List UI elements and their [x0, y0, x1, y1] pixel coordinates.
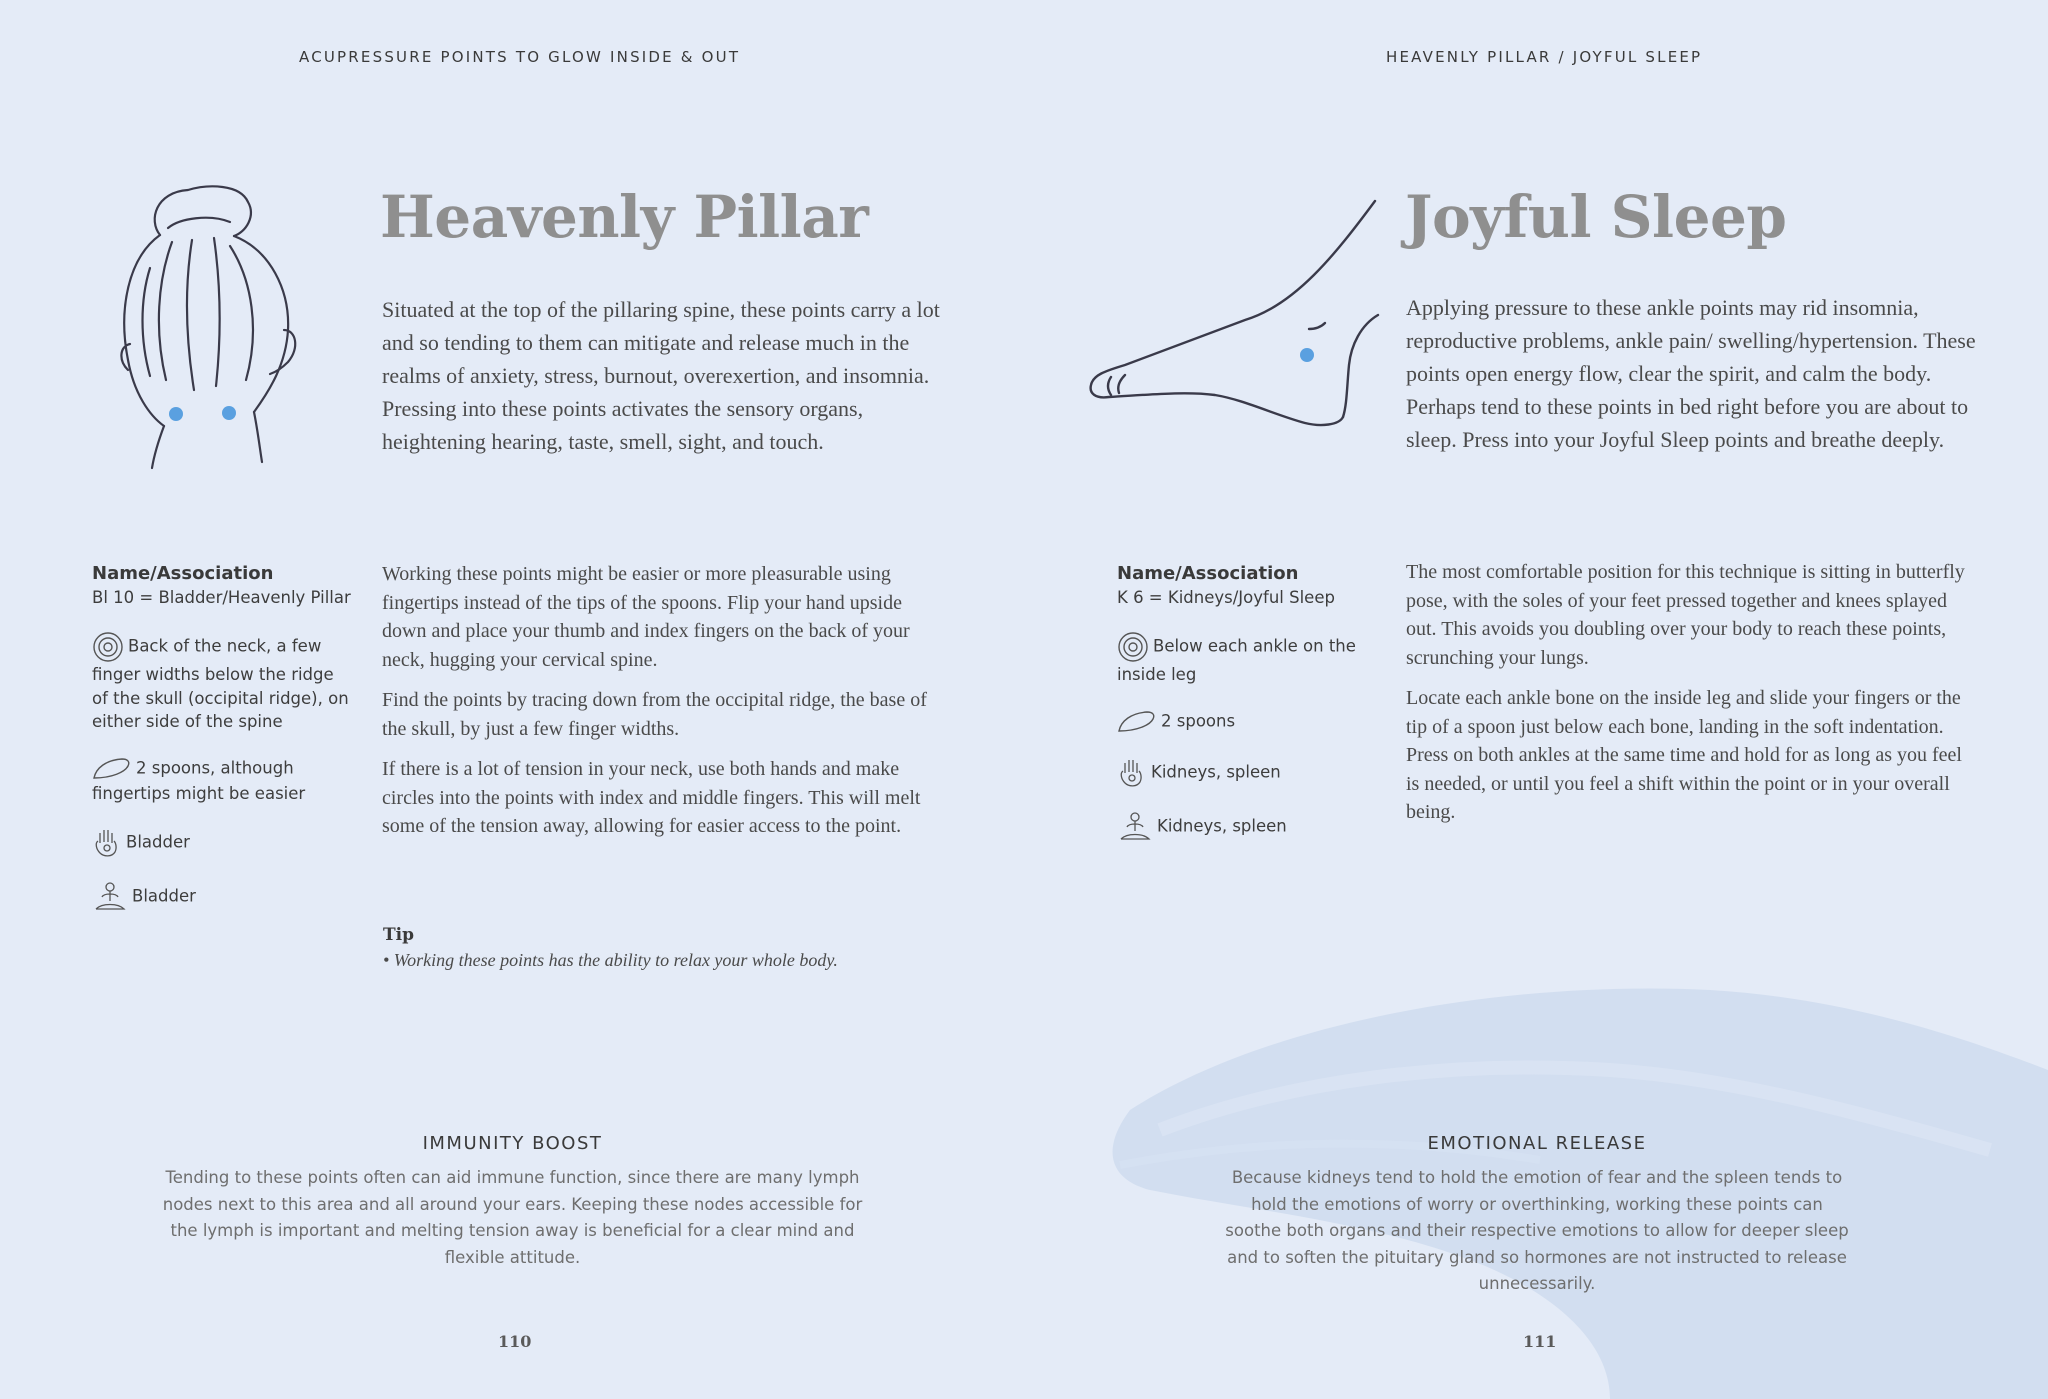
immunity-boost-text: Tending to these points often can aid immune function, since there are many lymph nodes next to this area and all around your ears. Keeping these nodes accessible for the lymph is important and melting tension away is beneficial for a clear mind and flexible attitude. — [162, 1168, 863, 1267]
hand-row — [92, 827, 352, 859]
meditation-figure-icon — [1117, 811, 1153, 843]
left-association-panel — [92, 562, 352, 913]
left-running-head: ACUPRESSURE POINTS TO GLOW INSIDE & OUT — [299, 48, 741, 66]
meditation-row — [1117, 811, 1377, 843]
immunity-boost-heading: IMMUNITY BOOST — [422, 1133, 603, 1154]
association-heading: Name/Association — [1117, 563, 1299, 584]
meditation-text: Kidneys, spleen — [1157, 816, 1287, 835]
meditation-text: Bladder — [132, 886, 196, 906]
acupoint-dot-ankle — [1300, 348, 1314, 362]
right-body-paragraph: The most comfortable position for this technique is sitting in butterfly pose, with the soles of your feet pressed together and knees splayed out. This avoids you doubling over your body to reach these points, scrunching your lungs. — [1406, 561, 1965, 669]
hand-text: Kidneys, spleen — [1151, 762, 1281, 781]
right-body-text — [1406, 558, 1966, 839]
left-page-number: 110 — [498, 1332, 532, 1351]
hand-icon — [92, 827, 122, 859]
location-text: Below each ankle on the inside leg — [1117, 636, 1356, 684]
tip-text: • Working these points has the ability to relax your whole body. — [383, 950, 838, 970]
meditation-figure-icon — [92, 881, 128, 913]
foot-illustration — [1085, 195, 1385, 435]
head-back-illustration — [110, 180, 310, 470]
tool-row — [1117, 709, 1377, 735]
association-code: Bl 10 = Bladder/Heavenly Pillar — [92, 587, 351, 607]
location-text: Back of the neck, a few finger widths below the ridge of the skull (occipital ridge), on either side of the spine — [92, 636, 349, 731]
right-running-head: HEAVENLY PILLAR / JOYFUL SLEEP — [1386, 48, 1703, 66]
emotional-release-text: Because kidneys tend to hold the emotion of fear and the spleen tends to hold the emotions of worry or overthinking, working these points can soothe both organs and their respective emotions to allow for deeper sleep and to soften the pituitary gland so hormones are not instructed to release unnecessarily. — [1225, 1168, 1849, 1293]
location-row — [1117, 631, 1377, 687]
right-body-paragraph: Locate each ankle bone on the inside leg and slide your fingers or the tip of a spoon just below each bone, landing in the soft indentation. Press on both ankles at the same time and hold for as long as you feel is needed, or until you feel a shift within the point or in your overall being. — [1406, 687, 1962, 823]
association-heading: Name/Association — [92, 563, 274, 584]
location-row — [92, 631, 352, 734]
left-intro: Situated at the top of the pillaring spine, these points carry a lot and so tending to them can mitigate and release much in the realms of anxiety, stress, burnout, overexertion, and insomnia. Pressing into these points activates the sensory organs, heightening hearing, taste, smell, sight, and touch. — [382, 297, 940, 454]
right-page-number: 111 — [1523, 1332, 1557, 1351]
tool-text: 2 spoons, although fingertips might be easier — [92, 758, 306, 803]
meditation-row — [92, 881, 352, 913]
right-association-panel — [1117, 562, 1377, 843]
tool-row — [92, 756, 352, 806]
association-code: K 6 = Kidneys/Joyful Sleep — [1117, 587, 1335, 607]
left-body-paragraph: Working these points might be easier or more pleasurable using fingertips instead of the tips of the spoons. Flip your hand upside down and place your thumb and index fingers on the back of your neck, hugging your cervical spine. — [382, 563, 910, 671]
hand-icon — [1117, 757, 1147, 789]
right-intro: Applying pressure to these ankle points may rid insomnia, reproductive problems, ankle pain/ swelling/hypertension. These points open energy flow, clear the spirit, and calm the body. Perhaps tend to these points in bed right before you are about to sleep. Press into your Joyful Sleep points and breathe deeply. — [1406, 295, 1976, 452]
left-page-title: Heavenly Pillar — [380, 183, 869, 251]
acupoint-dot-right — [222, 406, 236, 420]
spoon-icon — [1117, 709, 1157, 735]
hand-row — [1117, 757, 1377, 789]
acupoint-dot-left — [169, 407, 183, 421]
left-body-text — [382, 560, 942, 853]
left-body-paragraph: If there is a lot of tension in your neck, use both hands and make circles into the points with index and middle fingers. This will melt some of the tension away, allowing for easier access to the point. — [382, 758, 921, 837]
target-circle-icon — [92, 631, 124, 663]
left-body-paragraph: Find the points by tracing down from the occipital ridge, the base of the skull, by just a few finger widths. — [382, 689, 927, 740]
tip-heading: Tip — [383, 925, 414, 945]
right-page-title: Joyful Sleep — [1405, 183, 1787, 251]
tool-text: 2 spoons — [1161, 711, 1236, 730]
spoon-icon — [92, 756, 132, 782]
emotional-release-heading: EMOTIONAL RELEASE — [1427, 1133, 1647, 1154]
hand-text: Bladder — [126, 832, 190, 852]
target-circle-icon — [1117, 631, 1149, 663]
